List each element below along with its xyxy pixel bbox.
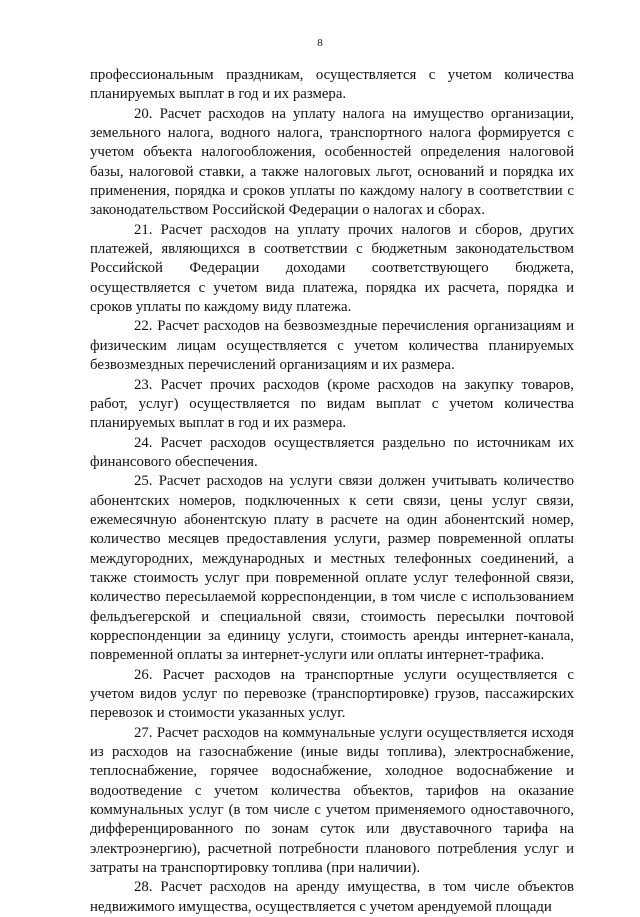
paragraph-26: 26. Расчет расходов на транспортные услуги осуществляется с учетом видов услуг по перевозке (транспортировке) грузов, пассажирских перевозок и стоимости указанных услуг.	[90, 666, 574, 722]
paragraph-22: 22. Расчет расходов на безвозмездные перечисления организациям и физическим лицам осуществляется с учетом количества планируемых безвозмездных перечислений организациям и их размера.	[90, 318, 574, 374]
paragraph-27: 27. Расчет расходов на коммунальные услуги осуществляется исходя из расходов на газоснабжение (иные виды топлива), электроснабжение, теплоснабжение, горячее водоснабжение, холодное водоснабжение и водоотведение с учетом количества объектов, тарифов на оказание коммунальных услуг (в том числе с учетом применяемого одноставочного, дифференцированного по зонам суток или двуставочного тарифа на электроэнергию), расчетной потребности планового потребления услуг и затраты на транспортировку топлива (при наличии).	[90, 724, 574, 877]
paragraph-24: 24. Расчет расходов осуществляется раздельно по источникам их финансового обеспечения.	[90, 434, 574, 470]
paragraph-20: 20. Расчет расходов на уплату налога на имущество организации, земельного налога, водного налога, транспортного налога формируется с учетом объекта налогообложения, особенностей определения налоговой базы, налоговой ставки, а также налоговых льгот, оснований и порядка их применения, порядка и сроков уплаты по каждому налогу в соответствии с законодательством Российской Федерации о налогах и сборах.	[90, 105, 574, 219]
paragraph-25: 25. Расчет расходов на услуги связи должен учитывать количество абонентских номеров, подключенных к сети связи, цены услуг связи, ежемесячную абонентскую плату в расчете на один абонентский номер, количество месяцев предоставления услуги, размер повременной оплаты междугородних, международных и местных телефонных соединений, а также стоимость услуг при повременной оплате услуг телефонной связи, количество пересылаемой корреспонденции, в том числе с использованием фельдъегерской и специальной связи, стоимость пересылки почтовой корреспонденции за единицу услуги, стоимость аренды интернет-канала, повременной оплаты за интернет-услуги или оплаты интернет-трафика.	[90, 473, 574, 664]
paragraph-21: 21. Расчет расходов на уплату прочих налогов и сборов, других платежей, являющихся в соответствии с бюджетным законодательством Российской Федерации доходами соответствующего бюджета, осуществляется с учетом вида платежа, порядка их расчета, порядка и сроков уплаты по каждому виду платежа.	[90, 221, 574, 316]
paragraph-23: 23. Расчет прочих расходов (кроме расходов на закупку товаров, работ, услуг) осуществляется по видам выплат с учетом количества планируемых выплат в год и их размера.	[90, 376, 574, 432]
paragraph-28: 28. Расчет расходов на аренду имущества, в том числе объектов недвижимого имущества, осуществляется с учетом арендуемой площади	[90, 879, 574, 915]
document-body	[90, 66, 574, 917]
paragraph-continuation: профессиональным праздникам, осуществляется с учетом количества планируемых выплат в год и их размера.	[90, 67, 574, 103]
page-number: 8	[317, 37, 323, 49]
